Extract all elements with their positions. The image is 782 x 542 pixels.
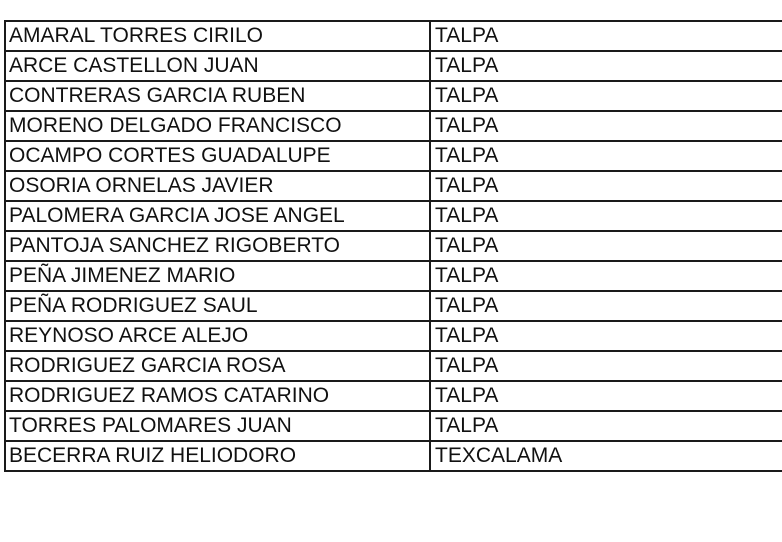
- name-cell[interactable]: PEÑA RODRIGUEZ SAUL: [5, 291, 430, 321]
- place-cell[interactable]: TALPA: [430, 321, 782, 351]
- name-cell[interactable]: AMARAL TORRES CIRILO: [5, 21, 430, 51]
- name-cell[interactable]: RODRIGUEZ RAMOS CATARINO: [5, 381, 430, 411]
- table-row: [5, 201, 782, 231]
- spreadsheet-table-region: [4, 20, 782, 472]
- place-cell[interactable]: TALPA: [430, 111, 782, 141]
- place-cell[interactable]: TALPA: [430, 261, 782, 291]
- table-row: [5, 111, 782, 141]
- place-cell[interactable]: TALPA: [430, 171, 782, 201]
- table-row: [5, 231, 782, 261]
- place-cell[interactable]: TALPA: [430, 411, 782, 441]
- table-row: [5, 51, 782, 81]
- name-cell[interactable]: REYNOSO ARCE ALEJO: [5, 321, 430, 351]
- table-row: [5, 441, 782, 471]
- place-cell[interactable]: TALPA: [430, 81, 782, 111]
- name-cell[interactable]: PALOMERA GARCIA JOSE ANGEL: [5, 201, 430, 231]
- table-row: [5, 291, 782, 321]
- table-row: [5, 21, 782, 51]
- place-cell[interactable]: TALPA: [430, 351, 782, 381]
- name-cell[interactable]: OSORIA ORNELAS JAVIER: [5, 171, 430, 201]
- name-cell[interactable]: CONTRERAS GARCIA RUBEN: [5, 81, 430, 111]
- place-cell[interactable]: TALPA: [430, 201, 782, 231]
- table-row: [5, 411, 782, 441]
- name-cell[interactable]: RODRIGUEZ GARCIA ROSA: [5, 351, 430, 381]
- place-cell[interactable]: TALPA: [430, 231, 782, 261]
- name-cell[interactable]: PEÑA JIMENEZ MARIO: [5, 261, 430, 291]
- place-cell[interactable]: TEXCALAMA: [430, 441, 782, 471]
- names-table: [4, 20, 782, 472]
- name-cell[interactable]: ARCE CASTELLON JUAN: [5, 51, 430, 81]
- name-cell[interactable]: TORRES PALOMARES JUAN: [5, 411, 430, 441]
- name-cell[interactable]: OCAMPO CORTES GUADALUPE: [5, 141, 430, 171]
- name-cell[interactable]: PANTOJA SANCHEZ RIGOBERTO: [5, 231, 430, 261]
- table-row: [5, 351, 782, 381]
- table-row: [5, 261, 782, 291]
- table-row: [5, 141, 782, 171]
- place-cell[interactable]: TALPA: [430, 381, 782, 411]
- name-cell[interactable]: BECERRA RUIZ HELIODORO: [5, 441, 430, 471]
- table-row: [5, 81, 782, 111]
- place-cell[interactable]: TALPA: [430, 51, 782, 81]
- table-row: [5, 381, 782, 411]
- place-cell[interactable]: TALPA: [430, 291, 782, 321]
- name-cell[interactable]: MORENO DELGADO FRANCISCO: [5, 111, 430, 141]
- table-row: [5, 321, 782, 351]
- place-cell[interactable]: TALPA: [430, 21, 782, 51]
- place-cell[interactable]: TALPA: [430, 141, 782, 171]
- table-row: [5, 171, 782, 201]
